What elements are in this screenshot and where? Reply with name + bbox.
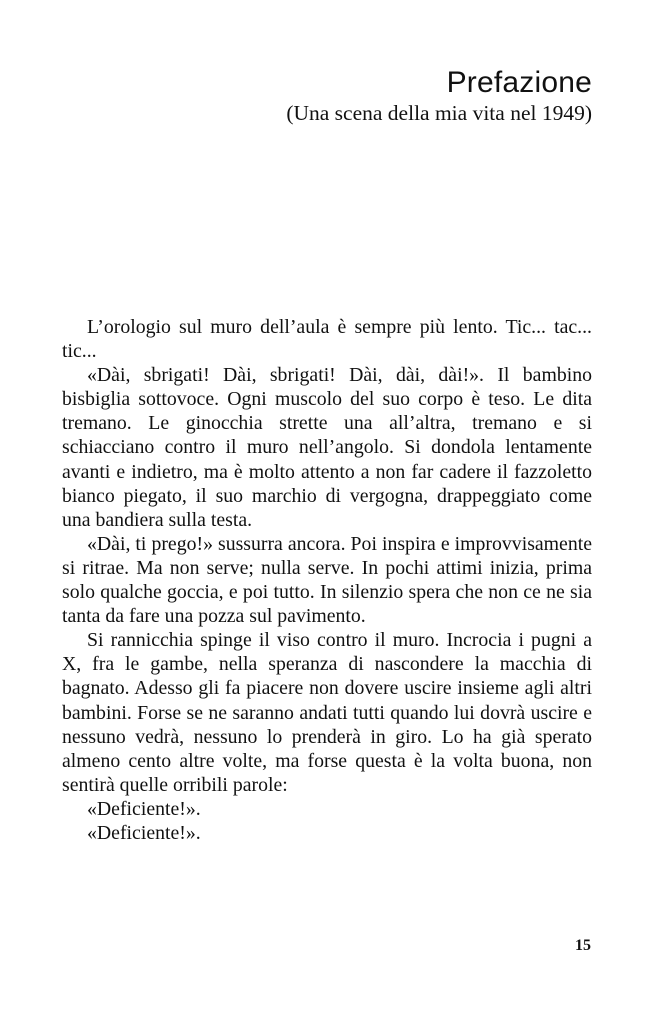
page-number: 15 — [575, 937, 591, 954]
chapter-title: Prefazione — [446, 66, 592, 99]
paragraph: «Dài, ti prego!» sussurra ancora. Poi inspira e improvvisamente si ritrae. Ma non serve; nulla serve. In pochi attimi inizia, prima solo qualche goccia, e poi tutto. In silenzio spera che non ce ne sia tanta da fare una pozza sul pavimento. — [62, 532, 592, 628]
body-text — [62, 315, 592, 845]
paragraph: «Deficiente!». — [87, 797, 201, 820]
paragraph: «Dài, sbrigati! Dài, sbrigati! Dài, dài, dài!». Il bambino bisbiglia sottovoce. Ogni muscolo del suo corpo è teso. Le dita tremano. Le ginocchia strette una all’altra, tremano e si schiacciano contro il muro nell’angolo. Si dondola lentamente avanti e indietro, ma è molto attento a non far cadere il fazzoletto bianco piegato, il suo marchio di vergogna, drappeggiato come una bandiera sulla testa. — [62, 364, 592, 531]
paragraph: Si rannicchia spinge il viso contro il muro. Incrocia i pugni a X, fra le gambe, nella speranza di nascondere la macchia di bagnato. Adesso gli fa piacere non dovere uscire insieme agli altri bambini. Forse se ne saranno andati tutti quando lui dovrà uscire e nessuno vedrà, nessuno lo prenderà in giro. Lo ha già sperato almeno cento altre volte, ma forse questa è la volta buona, non sentirà quelle orribili parole: — [62, 629, 592, 796]
chapter-heading — [286, 66, 592, 126]
paragraph: L’orologio sul muro dell’aula è sempre più lento. Tic... tac... tic... — [62, 316, 592, 363]
paragraph: «Deficiente!». — [87, 821, 201, 844]
chapter-subtitle: (Una scena della mia vita nel 1949) — [286, 101, 592, 125]
